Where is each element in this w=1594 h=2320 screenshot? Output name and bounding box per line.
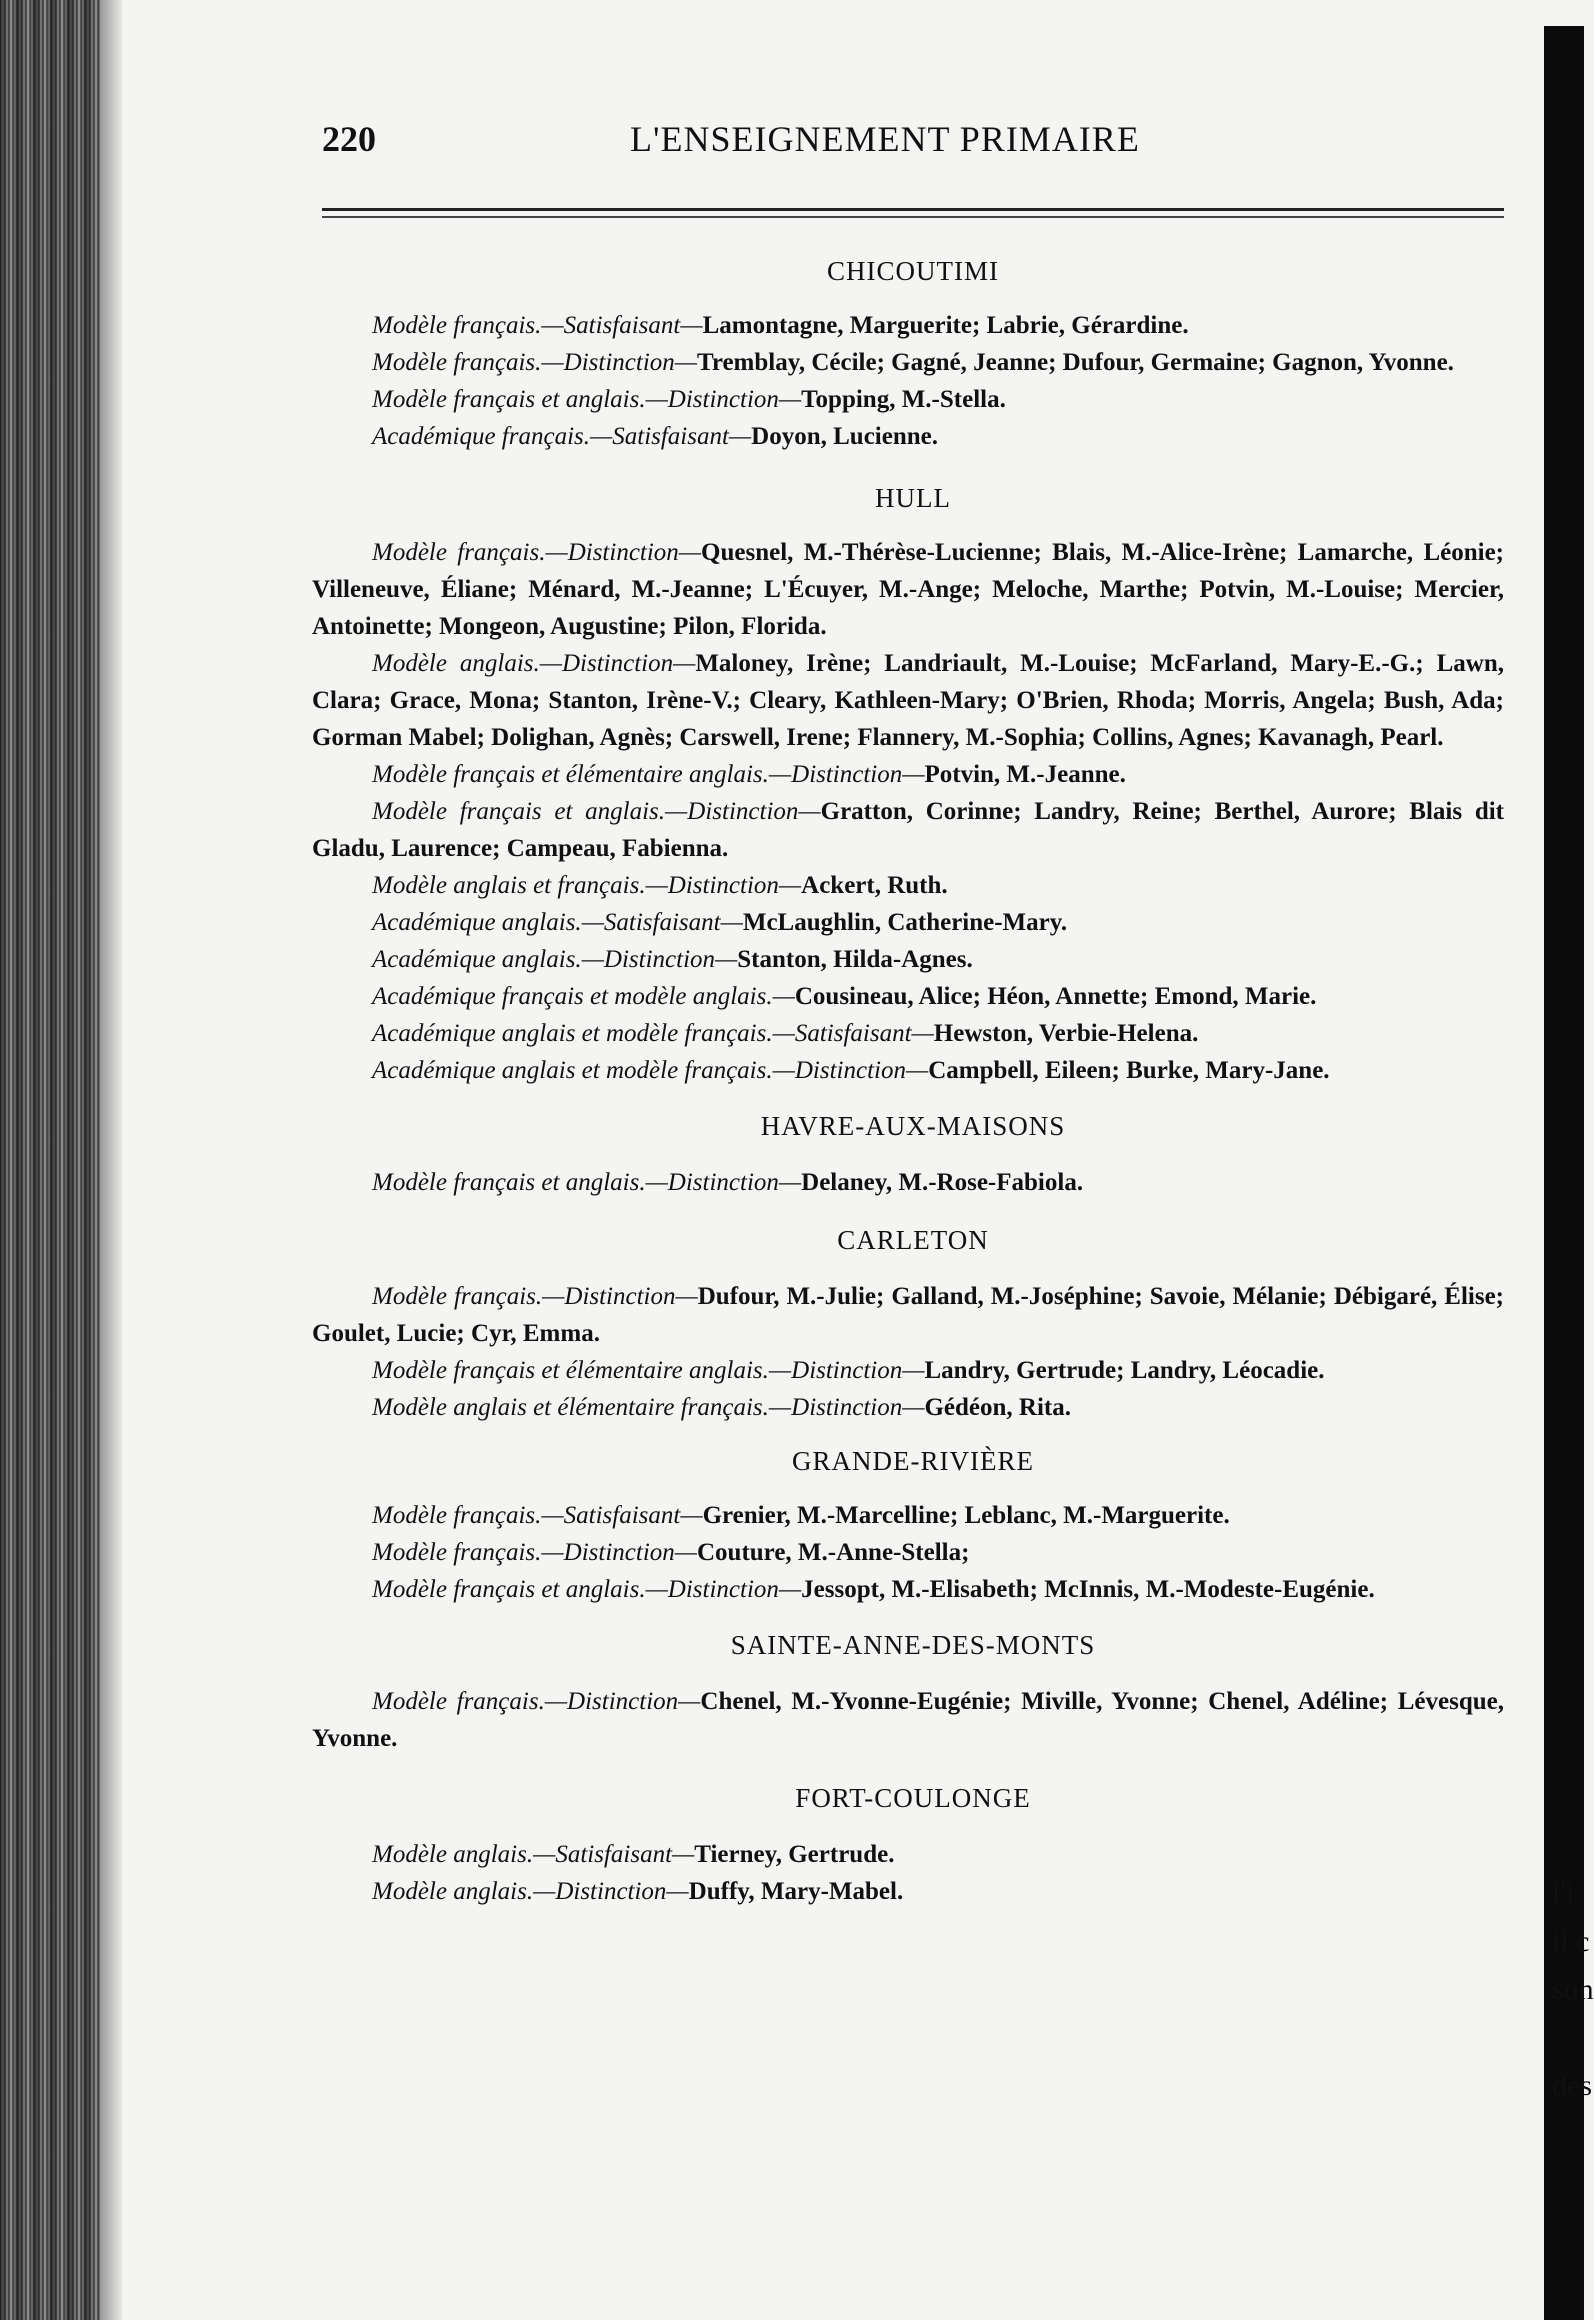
entry-category: Académique français. [372,423,591,450]
entry-grade: —Distinction— [545,539,702,566]
entry-names: Hewston, Verbie-Helena. [933,1020,1199,1047]
entry-category: Modèle anglais et élémentaire français. [372,1394,769,1421]
entry-names: Campbell, Eileen; Burke, Mary-Jane. [928,1057,1330,1084]
entry-category: Modèle anglais. [372,1878,534,1905]
entry-category: Académique français et modèle anglais. [372,983,773,1010]
document-page [300,118,1504,1910]
result-entry [312,344,1504,381]
entry-grade: —Distinction— [665,798,821,825]
result-entry [312,1683,1504,1757]
entry-category: Modèle français et anglais. [372,1169,646,1196]
section-title: CHICOUTIMI [827,256,999,286]
fragment-word: l'i [1552,1877,1575,1910]
fragment-word: il c [1552,1925,1590,1958]
entry-grade: —Satisfaisant— [541,312,703,339]
section [300,1225,1504,1426]
result-entry [312,645,1504,756]
result-entry [312,381,1504,418]
result-entry [312,1571,1504,1608]
entry-grade: —Distinction— [539,650,696,677]
entry-names: Landry, Gertrude; Landry, Léocadie. [924,1357,1325,1384]
entry-grade: —Distinction— [541,349,697,376]
entry-names: Couture, M.-Anne-Stella; [697,1539,970,1566]
result-entry [312,418,1504,455]
entry-names: Quesnel, M.-Thérèse-Lucienne; Blais, M.-Alice-Irène; Lamarche, Léonie; Villeneuve, Éliane; Ménard, M.-Jeanne; L'Écuyer, M.-Ange; Meloche, Marthe; Potvin, M.-Louise; Mercier, Antoinette; Mongeon, Augustine; Pilon, Florida. [312,539,1504,640]
binding-shadow [100,0,122,2320]
entry-category: Académique anglais et modèle français. [372,1057,773,1084]
entry-names: Jessopt, M.-Elisabeth; McInnis, M.-Modeste-Eugénie. [801,1576,1375,1603]
result-entry [312,1052,1504,1089]
entry-names: Ackert, Ruth. [801,872,948,899]
entry-names: Doyon, Lucienne. [751,423,939,450]
section-entries [312,1164,1504,1201]
entry-category: Modèle français et anglais. [372,386,646,413]
result-entry [312,1015,1504,1052]
entry-names: Delaney, M.-Rose-Fabiola. [801,1169,1084,1196]
section-entries [312,534,1504,1089]
header-rule [322,208,1504,211]
entry-grade: —Distinction— [645,386,802,413]
fragment-word: son [1552,1973,1594,2006]
section [300,1111,1500,1201]
section [300,1630,1504,1757]
result-entry [312,534,1504,645]
section [300,1446,1500,1608]
section [300,1783,1500,1910]
adjacent-page-fragments [1552,1870,1594,2110]
entry-grade: —Distinction— [581,946,738,973]
entry-names: Potvin, M.-Jeanne. [924,761,1126,788]
entry-category: Modèle anglais et français. [372,872,646,899]
entry-category: Académique anglais et modèle français. [372,1020,773,1047]
entry-grade: — [772,983,795,1010]
entry-names: McLaughlin, Catherine-Mary. [742,909,1068,936]
entry-category: Modèle français. [372,349,542,376]
result-entry [312,1352,1504,1389]
entry-names: Gratton, Corinne; Landry, Reine; Berthel, Aurore; Blais dit Gladu, Laurence; Campeau, Fabienna. [312,798,1504,862]
entry-grade: —Distinction— [533,1878,689,1905]
entry-category: Académique anglais. [372,909,582,936]
result-entry [312,1836,1504,1873]
entry-category: Modèle anglais. [372,650,540,677]
entry-category: Modèle français. [372,539,546,566]
section-title: GRANDE-RIVIÈRE [792,1446,1034,1476]
entry-category: Modèle français. [372,1688,545,1715]
entry-category: Modèle français. [372,1502,542,1529]
section [300,256,1500,455]
entry-category: Modèle anglais. [372,1841,534,1868]
entry-category: Modèle français et élémentaire anglais. [372,761,769,788]
binding-gutter [0,0,100,2320]
entry-grade: —Distinction— [645,1169,802,1196]
fragment-word [1552,2014,1594,2062]
result-entry [312,1278,1504,1352]
entry-grade: —Satisfaisant— [533,1841,695,1868]
entry-grade: —Distinction— [645,872,802,899]
entry-category: Modèle français et anglais. [372,798,666,825]
entry-category: Modèle français. [372,1283,543,1310]
entry-names: Maloney, Irène; Landriault, M.-Louise; McFarland, Mary-E.-G.; Lawn, Clara; Grace, Mona; Stanton, Irène-V.; Cleary, Kathleen-Mary; O'Brien, Rhoda; Morris, Angela; Bush, Ada; Gorman Mabel; Dolighan, Agnès; Carswell, Irene; Flannery, M.-Sophia; Collins, Agnes; Kavanagh, Pearl. [312,650,1504,751]
entry-names: Topping, M.-Stella. [801,386,1006,413]
section-entries [312,1836,1504,1910]
entry-category: Modèle français. [372,312,542,339]
result-entry [312,1389,1504,1426]
page-number: 220 [322,119,376,159]
entry-names: Stanton, Hilda-Agnes. [737,946,973,973]
entry-names: Grenier, M.-Marcelline; Leblanc, M.-Marguerite. [702,1502,1230,1529]
result-entry [312,307,1504,344]
entry-grade: —Satisfaisant— [581,909,743,936]
section-title: FORT-COULONGE [795,1783,1031,1813]
running-title: L'ENSEIGNEMENT PRIMAIRE [630,119,1140,159]
entry-grade: —Distinction— [768,1357,925,1384]
scan-right-edge-top [1544,0,1584,26]
entry-names: Dufour, M.-Julie; Galland, M.-Joséphine; Savoie, Mélanie; Débigaré, Élise; Goulet, Lucie; Cyr, Emma. [312,1283,1504,1347]
page-header [300,118,1500,174]
entry-names: Gédéon, Rita. [924,1394,1072,1421]
entry-names: Lamontagne, Marguerite; Labrie, Gérardine. [702,312,1189,339]
entry-grade: —Distinction— [645,1576,802,1603]
entry-names: Tremblay, Cécile; Gagné, Jeanne; Dufour, Germaine; Gagnon, Yvonne. [697,349,1454,376]
entry-category: Modèle français. [372,1539,542,1566]
entry-names: Duffy, Mary-Mabel. [688,1878,904,1905]
entry-category: Modèle français et élémentaire anglais. [372,1357,769,1384]
entry-grade: —Satisfaisant— [541,1502,703,1529]
section-entries [312,1683,1504,1757]
results-list [300,256,1504,1910]
result-entry [312,756,1504,793]
section-entries [312,1497,1504,1608]
section-title: SAINTE-ANNE-DES-MONTS [730,1630,1096,1660]
result-entry [312,978,1504,1015]
fragment-word: des [1552,2069,1592,2102]
entry-grade: —Distinction— [772,1057,929,1084]
entry-category: Académique anglais. [372,946,582,973]
section-entries [312,1278,1504,1426]
section-title: CARLETON [837,1225,989,1255]
section-entries [312,307,1504,455]
entry-names: Chenel, M.-Yvonne-Eugénie; Miville, Yvonne; Chenel, Adéline; Lévesque, Yvonne. [312,1688,1504,1752]
entry-grade: —Satisfaisant— [772,1020,934,1047]
result-entry [312,1164,1504,1201]
entry-grade: —Distinction— [542,1283,698,1310]
entry-grade: —Distinction— [544,1688,701,1715]
result-entry [312,793,1504,867]
result-entry [312,941,1504,978]
entry-names: Cousineau, Alice; Héon, Annette; Emond, Marie. [794,983,1317,1010]
entry-grade: —Distinction— [541,1539,697,1566]
header-rule-secondary [322,216,1504,218]
section-title: HULL [875,483,951,513]
result-entry [312,1873,1504,1910]
entry-grade: —Distinction— [768,1394,925,1421]
result-entry [312,867,1504,904]
result-entry [312,1534,1504,1571]
entry-names: Tierney, Gertrude. [694,1841,895,1868]
entry-category: Modèle français et anglais. [372,1576,646,1603]
entry-grade: —Distinction— [768,761,925,788]
result-entry [312,1497,1504,1534]
entry-grade: —Satisfaisant— [590,423,752,450]
section [300,483,1504,1089]
section-title: HAVRE-AUX-MAISONS [760,1111,1066,1141]
result-entry [312,904,1504,941]
